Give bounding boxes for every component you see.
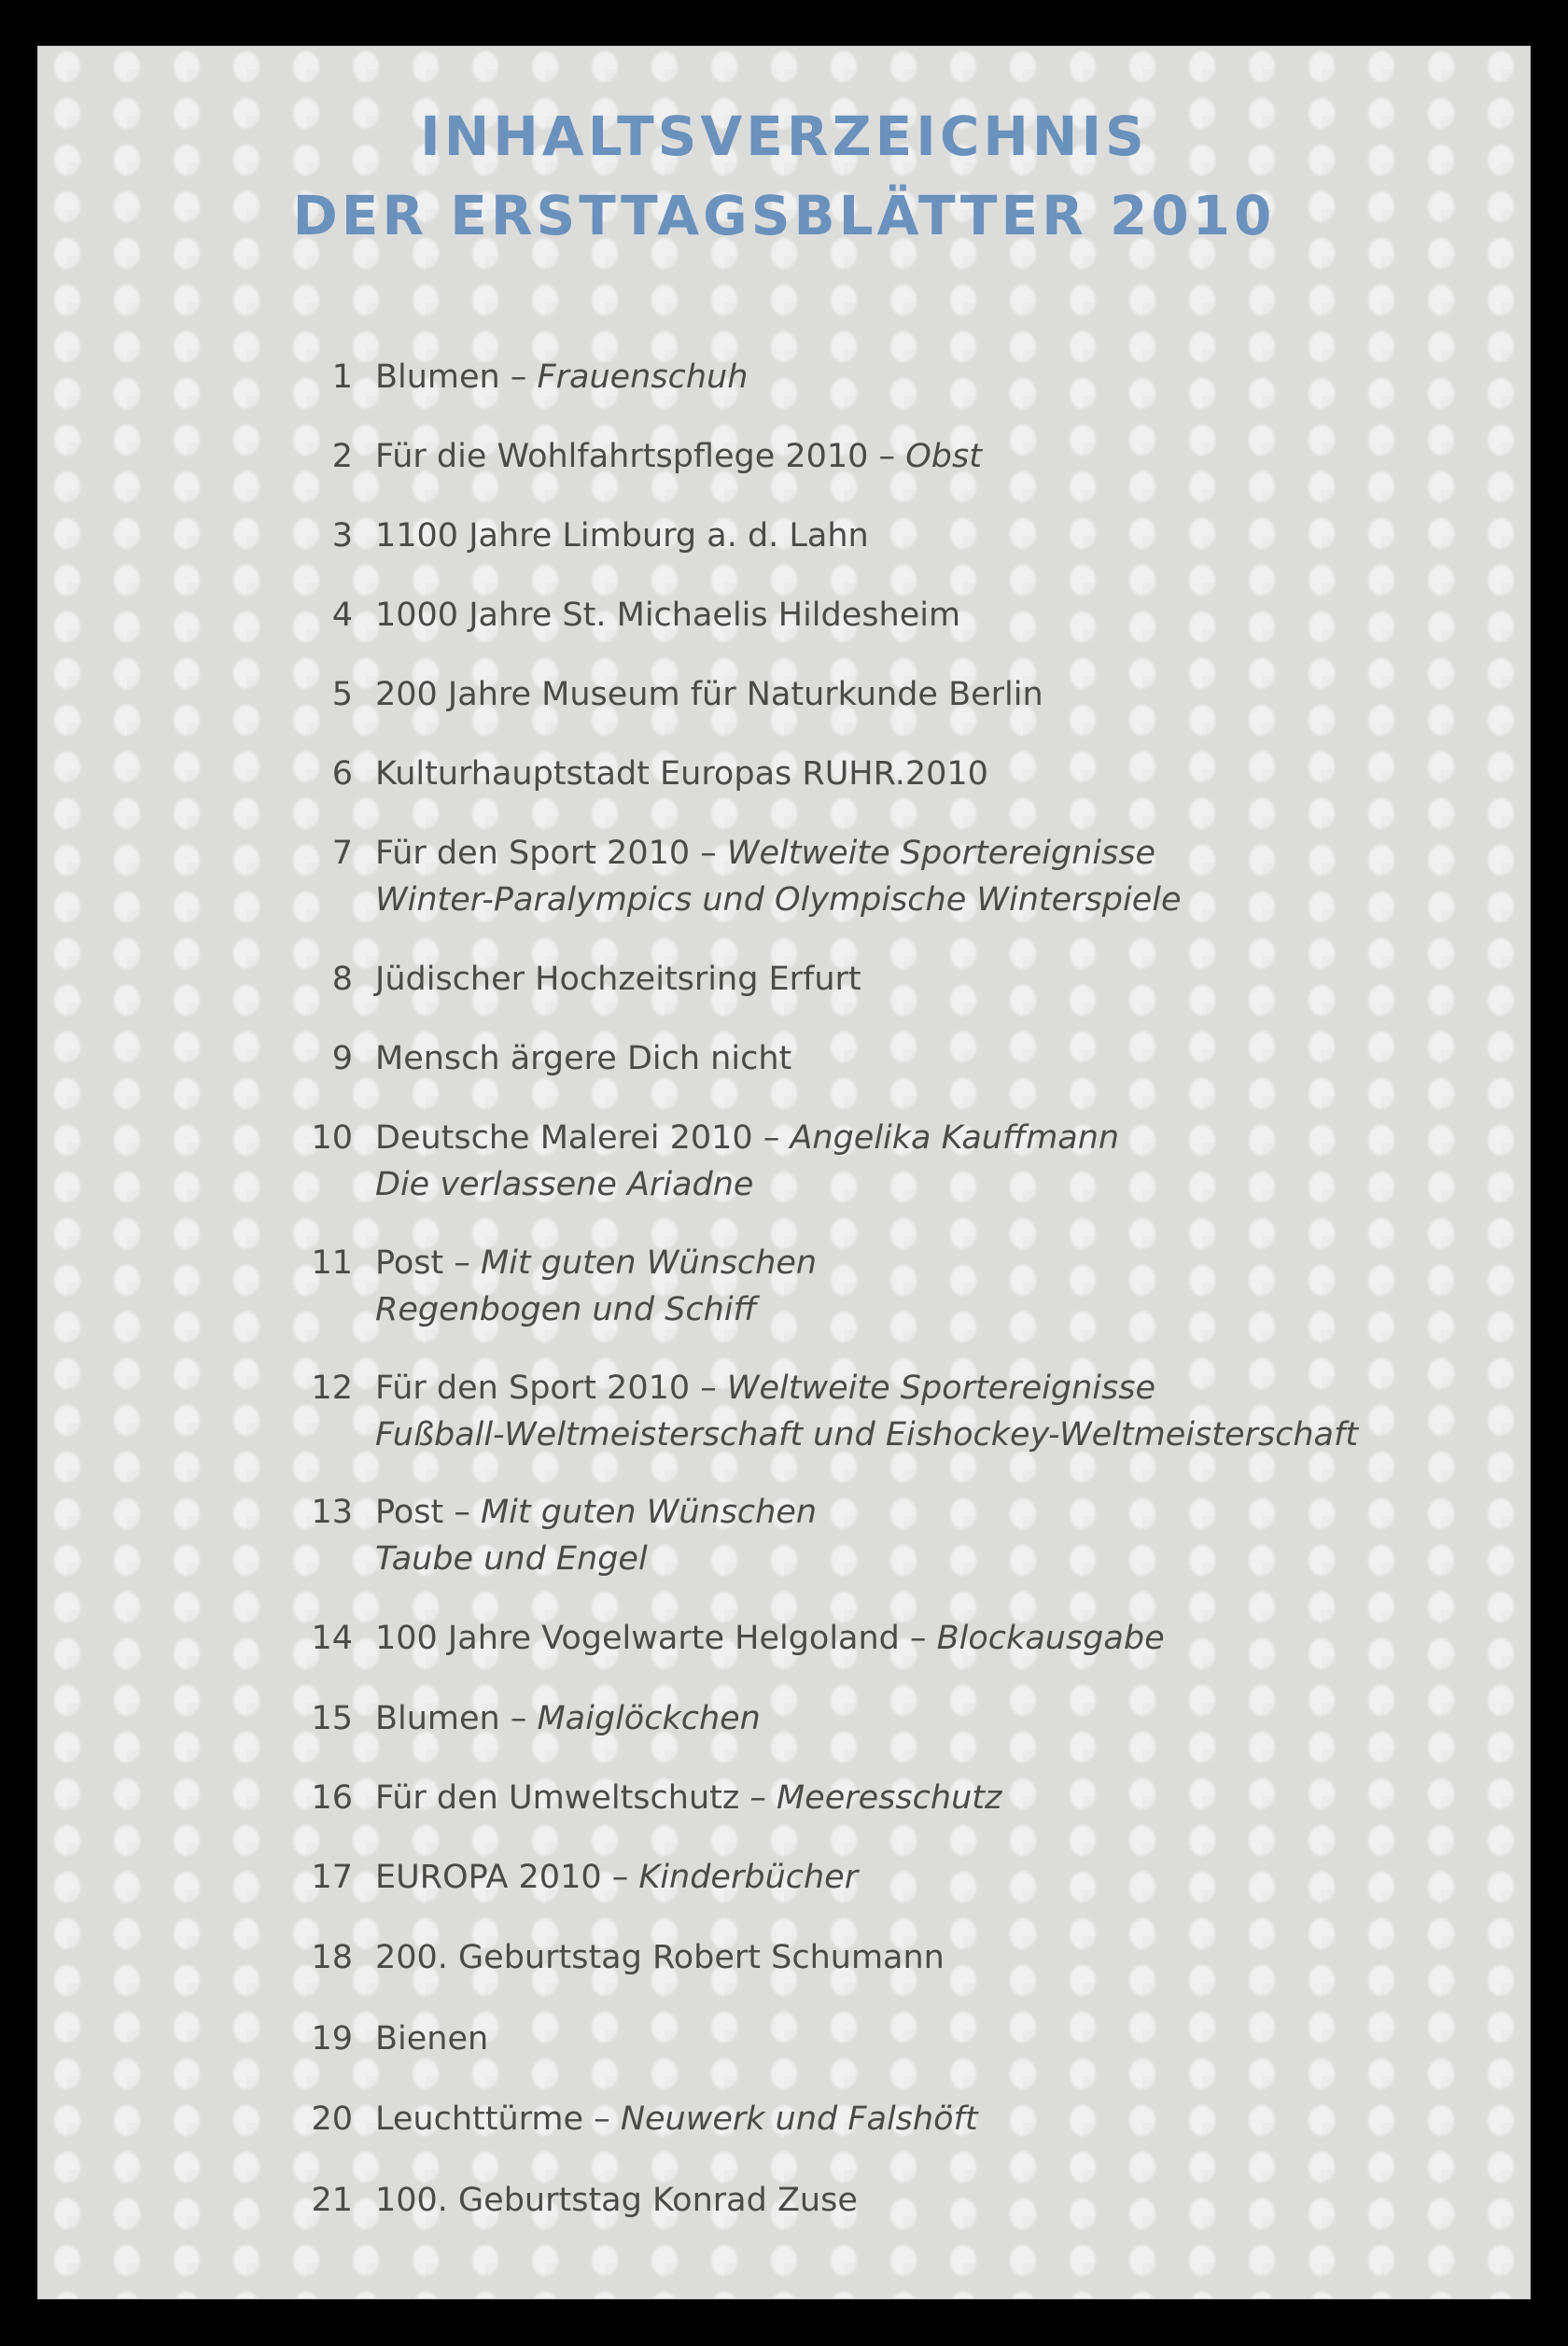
- entry-subtitle-line-2: Regenbogen und Schiff: [375, 1291, 757, 1328]
- toc-entry: [37, 1240, 1531, 1333]
- entry-title: Für den Sport 2010 –: [375, 1370, 727, 1407]
- toc-entry: [37, 2177, 1531, 2270]
- entry-title: 200 Jahre Museum für Naturkunde Berlin: [375, 676, 1043, 713]
- entry-text: [375, 1934, 945, 1981]
- entry-number: 21: [311, 2182, 353, 2219]
- entry-title: Jüdischer Hochzeitsring Erfurt: [375, 961, 861, 998]
- entry-number: 14: [311, 1620, 353, 1657]
- entry-subtitle: Weltweite Sportereignisse: [726, 1370, 1156, 1407]
- entry-title: Blumen –: [375, 1700, 538, 1737]
- title-line-1: INHALTSVERZEICHNIS: [420, 105, 1148, 168]
- entry-number: 12: [311, 1370, 353, 1407]
- entry-subtitle: Angelika Kauffmann: [790, 1119, 1120, 1157]
- entry-text: [375, 433, 982, 480]
- entry-number: 11: [311, 1244, 353, 1282]
- toc-entry: [37, 1115, 1531, 1208]
- toc-entry: [37, 1489, 1531, 1582]
- entry-title: Post –: [375, 1494, 481, 1531]
- entry-number: 6: [331, 755, 353, 793]
- entry-subtitle: Obst: [905, 438, 982, 475]
- entry-title: Post –: [375, 1244, 481, 1282]
- entry-subtitle: Meeresschutz: [776, 1779, 1002, 1817]
- entry-text: [375, 354, 748, 400]
- toc-entry: [37, 1854, 1531, 1947]
- document-page: [37, 46, 1531, 2299]
- entry-title: 100 Jahre Vogelwarte Helgoland –: [375, 1620, 937, 1657]
- entry-subtitle: Frauenschuh: [537, 358, 749, 396]
- entry-number: 5: [331, 676, 353, 713]
- entry-text: [375, 751, 988, 797]
- entry-number: 16: [311, 1779, 353, 1817]
- entry-text: [375, 592, 960, 639]
- entry-number: 4: [331, 597, 353, 634]
- entry-number: 17: [311, 1859, 353, 1896]
- entry-subtitle: Mit guten Wünschen: [480, 1494, 818, 1531]
- entry-text: [375, 1854, 858, 1901]
- entry-subtitle-line-2: Taube und Engel: [375, 1540, 648, 1578]
- entry-number: 1: [331, 358, 353, 396]
- toc-entry: [37, 1934, 1531, 2028]
- toc-entry: [37, 1365, 1531, 1458]
- entry-subtitle-line-2: Fußball-Weltmeisterschaft und Eishockey-Weltmeisterschaft: [375, 1416, 1359, 1454]
- entry-subtitle-line-2: Die verlassene Ariadne: [375, 1166, 754, 1203]
- entry-number: 13: [311, 1494, 353, 1531]
- entry-number: 9: [331, 1040, 353, 1077]
- toc-entry: [37, 2096, 1531, 2189]
- entry-title: 100. Geburtstag Konrad Zuse: [375, 2182, 858, 2219]
- entry-title: 1000 Jahre St. Michaelis Hildesheim: [375, 597, 961, 634]
- entry-number: 20: [311, 2100, 353, 2138]
- entry-subtitle: Maiglöckchen: [537, 1700, 761, 1737]
- toc-entry: [37, 1615, 1531, 1708]
- entry-text: [375, 2016, 488, 2062]
- entry-title: Kulturhauptstadt Europas RUHR.2010: [375, 755, 988, 793]
- entry-title: Für die Wohlfahrtspflege 2010 –: [375, 438, 906, 475]
- entry-title: Für den Umweltschutz –: [375, 1779, 777, 1817]
- entry-text: [375, 2177, 858, 2224]
- entry-number: 19: [311, 2020, 353, 2058]
- entry-title: Blumen –: [375, 358, 538, 396]
- entry-text: [375, 956, 861, 1003]
- entry-text: [375, 830, 1182, 923]
- entry-number: 18: [311, 1939, 353, 1976]
- entry-number: 8: [331, 961, 353, 998]
- toc-entry: [37, 830, 1531, 923]
- toc-entry: [37, 2016, 1531, 2109]
- entry-text: [375, 1035, 791, 1082]
- entry-title: Bienen: [375, 2020, 489, 2058]
- entry-text: [375, 1489, 817, 1582]
- entry-text: [375, 1115, 1119, 1208]
- entry-text: [375, 2096, 978, 2142]
- table-of-contents: [37, 46, 1531, 2299]
- entry-text: [375, 1365, 1358, 1458]
- entry-number: 15: [311, 1700, 353, 1737]
- entry-text: [375, 1615, 1165, 1662]
- entry-title: EUROPA 2010 –: [375, 1859, 639, 1896]
- entry-title: Mensch ärgere Dich nicht: [375, 1040, 792, 1077]
- entry-title: Leuchttürme –: [375, 2100, 621, 2138]
- title-line-2: DER ERSTTAGSBLÄTTER 2010: [292, 184, 1276, 247]
- entry-subtitle: Neuwerk und Falshöft: [620, 2100, 978, 2138]
- entry-number: 2: [331, 438, 353, 475]
- entry-number: 3: [331, 517, 353, 555]
- entry-subtitle: Kinderbücher: [638, 1859, 859, 1896]
- entry-text: [375, 1240, 817, 1333]
- entry-title: Deutsche Malerei 2010 –: [375, 1119, 791, 1157]
- entry-title: 1100 Jahre Limburg a. d. Lahn: [375, 517, 869, 555]
- entry-subtitle: Mit guten Wünschen: [480, 1244, 818, 1282]
- entry-subtitle: Weltweite Sportereignisse: [726, 835, 1156, 872]
- entry-text: [375, 513, 869, 559]
- entry-number: 7: [331, 835, 353, 872]
- entry-text: [375, 1775, 1001, 1821]
- entry-text: [375, 671, 1043, 718]
- entry-subtitle-line-2: Winter-Paralympics und Olympische Winterspiele: [375, 881, 1182, 919]
- entry-title: 200. Geburtstag Robert Schumann: [375, 1939, 945, 1976]
- entry-text: [375, 1695, 761, 1742]
- entry-subtitle: Blockausgabe: [936, 1620, 1165, 1657]
- entry-title: Für den Sport 2010 –: [375, 835, 727, 872]
- entry-number: 10: [311, 1119, 353, 1157]
